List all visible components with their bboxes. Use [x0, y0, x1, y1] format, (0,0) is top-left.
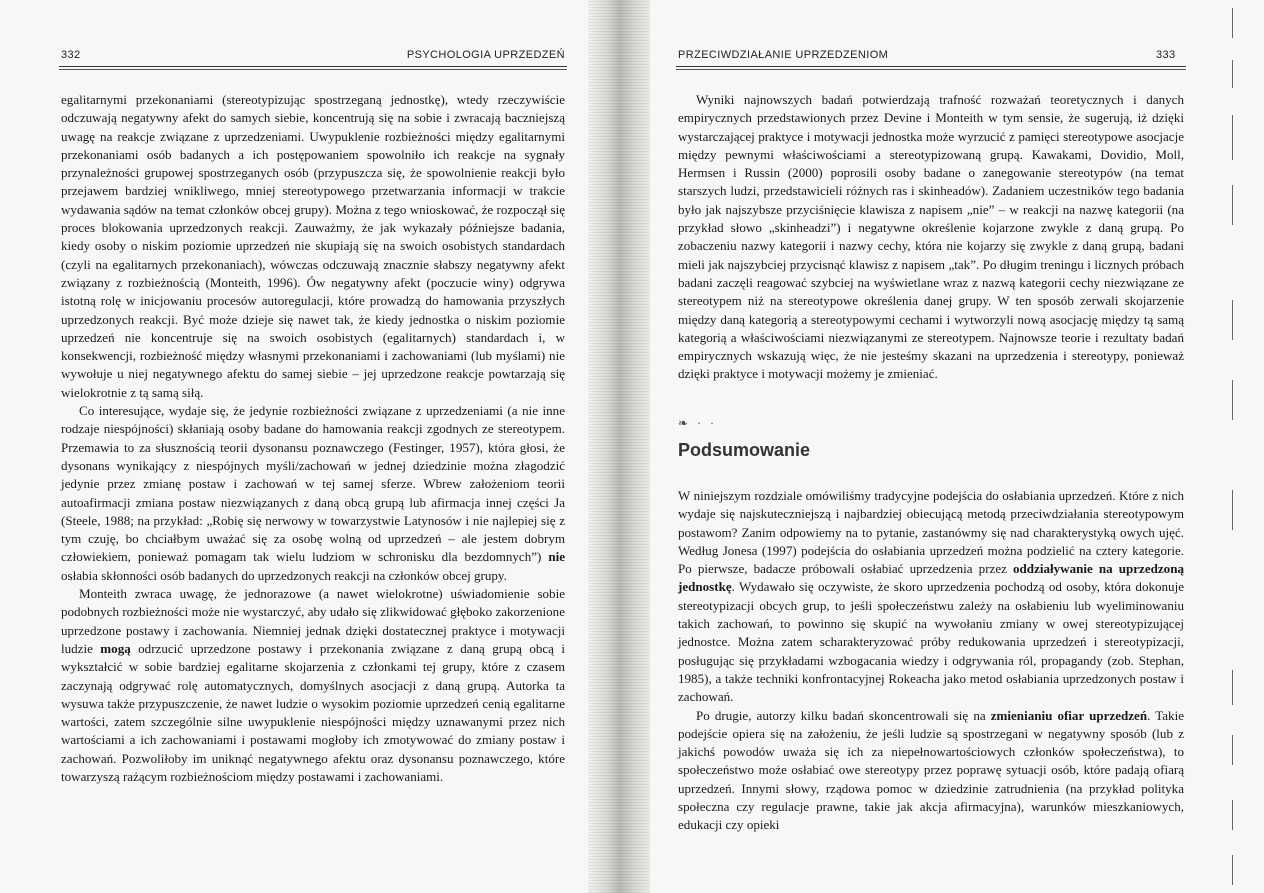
bold-text: oddziaływanie na uprzedzoną jednostkę [678, 561, 1184, 595]
running-head-left: PSYCHOLOGIA UPRZEDZEŃ [406, 49, 565, 61]
header-rule-right [676, 66, 1186, 67]
bold-text: mogą [100, 640, 131, 656]
text-run: Monteith zwraca uwagę, że jednorazowe (a nawet wielokrotne) uświadomienie sobie podobnych rozbieżności może nie wystarczyć, aby udało się zlikwidować głęboko zakorzenione uprzedzone postawy i zachowania. Niemniej jednak dzięki dostatecznej praktyce i motywacji ludzie [61, 586, 565, 656]
paragraph [61, 402, 565, 585]
page-number-right: 333 [1156, 49, 1176, 61]
edge-mark [1232, 8, 1233, 38]
left-body-text [61, 91, 565, 786]
edge-mark [1232, 490, 1233, 530]
edge-mark [1232, 735, 1233, 765]
header-rule-left [59, 66, 567, 67]
paragraph [61, 585, 565, 786]
right-body-text-bottom [678, 487, 1184, 835]
edge-mark [1232, 380, 1233, 420]
section-ornament: ❧ · · [678, 416, 718, 430]
section-title: Podsumowanie [678, 440, 811, 460]
text-run: Wyniki najnowszych badań potwierdzają trafność rozważań teoretycznych i danych empirycznych przedstawionych przez Devine i Monteith w tym sensie, że sugerują, iż dzięki wystarczającej praktyce i motywacji jednostka może wyrzucić z pamięci stereotypowe asocjacje między pewnymi właściwościami a stereotypizowaną grupą. Kawakami, Dovidio, Moll, Hermsen i Russin (2000) poprosili osoby badane o zanegowanie stereotypów (na temat starszych ludzi, przedstawicieli różnych ras i skinheadów). Zadaniem uczestników tego badania było jak najszybsze przyciśnięcie klawisza z napisem „nie” – w reakcji na nazwę kategorii (na przykład słowo „skinheadzi”) i negatywne określenie kojarzone zwykle z daną grupą. Po zobaczeniu nazwy kategorii i nazwy cechy, która nie kojarzy się zwykle z daną grupą, badani mieli jak najszybciej przycisnąć klawisz z napisem „tak”. Po długim treningu i licznych próbach badani zaczęli reagować szybciej na wyświetlane wraz z nazwą kategorii cechy niezwiązane ze stereotypem niż na stereotypowe określenia danej grupy. W ten sposób zerwali skojarzenie między daną kategorią a stereotypowymi cechami i wytworzyli nową asocjację między tą samą kategorią a właściwościami niezwiązanymi ze stereotypem. Najnowsze teorie i rezultaty badań empirycznych wskazują więc, że nie jesteśmy skazani na uprzedzenia i stereotypy, ponieważ dzięki praktyce i motywacji możemy je zmieniać. [678, 92, 1184, 382]
right-body-text-top [678, 91, 1184, 384]
edge-mark [1232, 300, 1233, 340]
text-run: odrzucić uprzedzone postawy i przekonania związane z daną grupą obcą i wykształcić w sobie bardziej egalitarne skojarzenia z członkami tej grupy, które z czasem zaczynają odgrywać rolę automatycznych, domyślnych asocjacji z daną grupą. Autorka ta wysuwa także przypuszczenie, że nawet ludzie o wysokim poziomie uprzedzeń cenią egalitarne wartości, zatem szczególnie silne uwypuklenie niespójności między uznawanymi przez nich wartościami a ich zachowaniami i postawami mogłoby ich zmotywować do zmiany postaw i zachowań. Pozwoliłoby im uniknąć negatywnego afektu oraz dysonansu poznawczego, które towarzyszą rażącym rozbieżnościom między postawami i zachowaniami. [61, 640, 566, 784]
running-head-right: PRZECIWDZIAŁANIE UPRZEDZENIOM [678, 49, 889, 61]
header-rule-left-thin [59, 69, 567, 70]
bold-text: nie [548, 549, 565, 565]
right-page [650, 0, 1264, 893]
page-number-left: 332 [61, 49, 81, 61]
paragraph [678, 487, 1184, 707]
edge-mark [1232, 800, 1233, 830]
edge-mark [1232, 60, 1233, 88]
edge-mark [1232, 185, 1233, 225]
text-run: W niniejszym rozdziale omówiliśmy tradycyjne podejścia do osłabiania uprzedzeń. Które z nich wydaje się najskuteczniejszą i najbardziej obiecującą metodą przeciwdziałania stereotypowym postawom? Zanim odpowiemy na to pytanie, zastanówmy się nad charakterystyką owych ujęć. Według Jonesa (1997) podejścia do osłabiania uprzedzeń można podzielić na cztery kategorie. Po pierwsze, badacze próbowali osłabiać uprzedzenia przez [678, 488, 1184, 577]
text-run: Co interesujące, wydaje się, że jedynie rozbieżności związane z uprzedzeniami (a nie inne rodzaje niespójności) skłaniają osoby badane do hamowania reakcji zgodnych ze stereotypem. Przemawia to za słusznością teorii dysonansu poznawczego (Festinger, 1957), która głosi, że dysonans wynikający z niespójnych myśli/zachowań w jednej dziedzinie można złagodzić jedynie przez zmianę postaw i zachowań w tej samej sferze. Wbrew założeniom teorii autoafirmacji zmiana postaw niezwiązanych z daną obcą grupą lub afirmacja innej części Ja (Steele, 1988; na przykład: „Robię się nerwowy w towarzystwie Latynosów i nie najlepiej się z tym czuję, bo chciałbym uważać się za osobę wolną od uprzedzeń – ale jestem dobrym człowiekiem, ponieważ pomagam tak wielu ludziom w schronisku dla bezdomnych”) [61, 403, 565, 565]
paragraph [678, 707, 1184, 835]
text-run: Po drugie, autorzy kilku badań skoncentrowali się na [696, 707, 991, 723]
bold-text: zmienianiu ofiar uprzedzeń [990, 707, 1148, 723]
book-gutter [588, 0, 652, 893]
edge-mark [1232, 855, 1233, 885]
paragraph [61, 91, 565, 402]
edge-mark [1232, 115, 1233, 160]
edge-mark [1232, 670, 1233, 705]
text-run: egalitarnymi przekonaniami (stereotypizując spostrzeganą jednostkę), wtedy rzeczywiście odczuwają negatywny afekt do samych siebie, koncentrują się na sobie i zwracają baczniejszą uwagę na reakcje związane z uprzedzeniami. Uwypuklenie rozbieżności między egalitarnymi przekonaniami osób badanych a ich postępowaniem spowolniło ich reakcje na sygnały przynależności grupowej spostrzeganych osób (przypuszcza się, że spowolnienie reakcji było przejawem bardziej wnikliwego, mniej stereotypowego przetwarzania informacji w trakcie wydawania sądów na temat członków obcej grupy). Można z tego wnioskować, że rozpoczął się proces blokowania uprzedzonych reakcji. Zauważmy, że jak wykazały późniejsze badania, kiedy osoby o niskim poziomie uprzedzeń nie skupiają się na swoich osobistych standardach (czyli na egalitarnych przekonaniach), wówczas odczuwają znacznie słabszy negatywny afekt związany z rozbieżnością (Monteith, 1996). Ów negatywny afekt (poczucie winy) odgrywa istotną rolę w inicjowaniu procesów autoregulacji, które prowadzą do hamowania przyszłych uprzedzonych reakcji. Być może dzieje się nawet tak, że kiedy jednostka o niskim poziomie uprzedzeń nie koncentruje się na swoich osobistych (egalitarnych) standardach i, w konsekwencji, rozbieżność między własnymi przekonaniami i zachowaniami (lub myślami) nie wywołuje u niej negatywnego afektu do samej siebie – jej uprzedzone reakcje powtarzają się wielokrotnie z tą samą siłą. [61, 92, 565, 400]
text-run: . Takie podejście opiera się na założeniu, że jeśli ludzie są spostrzegani w negatywny sposób (lub z jakichś powodów uważa się ich za niepełnowartościowych członków społeczeństwa), to społeczeństwo może osłabiać owe stereotypy przez poprawę sytuacji osób, które padają ofiarą uprzedzeń. Innymi słowy, rządowa pomoc w dziedzinie zatrudnienia (na przykład polityka społeczna czy regulacje prawne, takie jak akcja afirmacyjna), warunków mieszkaniowych, edukacji czy opieki [678, 707, 1185, 833]
text-run: . Wydawało się oczywiste, że skoro uprzedzenia pochodzą od osoby, która dokonuje stereotypizacji obcych grup, to jeśli społeczeństwu zależy na osłabieniu lub wyeliminowaniu takich zachowań, to powinno się skupić na wywołaniu zmiany w owej stereotypizującej jednostce. Można zatem scharakteryzować próby redukowania uprzedzeń i stereotypizacji, posługując się przykładami wzbogacania wiedzy i odgrywania ról, propagandy (zob. Stephan, 1985), a także techniki konfrontacyjnej Rokeacha jako metod osłabiania uprzedzonych postaw i zachowań. [678, 579, 1184, 705]
text-run: osłabia skłonności osób badanych do uprzedzonych reakcji na członków obcej grupy. [61, 567, 507, 583]
header-rule-right-thin [676, 69, 1186, 70]
left-page [0, 0, 590, 893]
paragraph [678, 91, 1184, 384]
